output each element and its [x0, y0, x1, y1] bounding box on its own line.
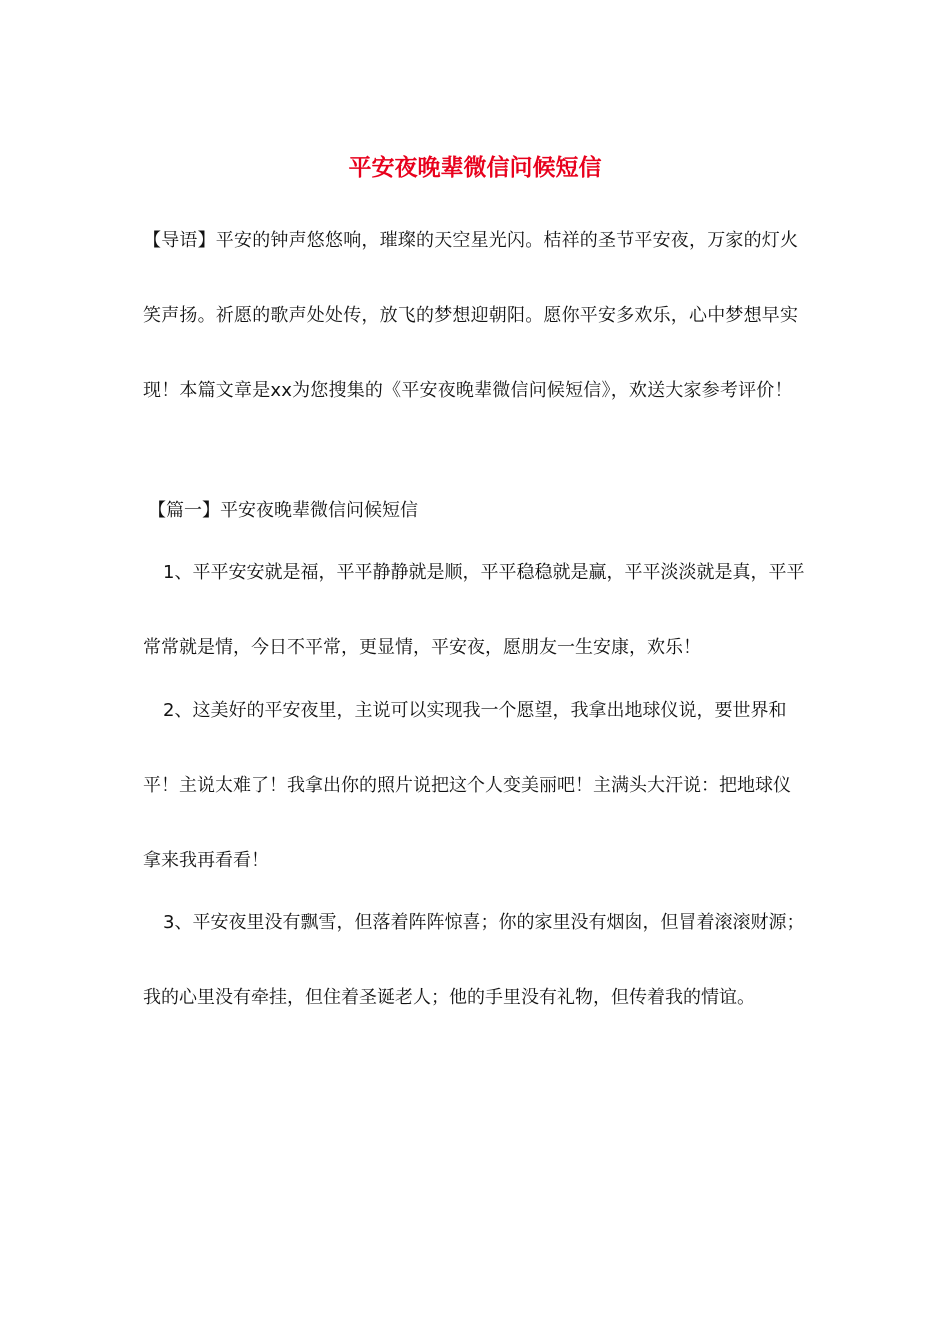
list-item: 2、这美好的平安夜里，主说可以实现我一个愿望，我拿出地球仪说，要世界和平！主说太难了！我拿出你的照片说把这个人变美丽吧！主满头大汗说：把地球仪拿来我再看看！ — [143, 700, 791, 871]
list-item: 3、平安夜里没有飘雪，但落着阵阵惊喜；你的家里没有烟囱，但冒着滚滚财源；我的心里没有牵挂，但住着圣诞老人；他的手里没有礼物，但传着我的情谊。 — [143, 912, 805, 1008]
document-title: 平安夜晚辈微信问候短信 — [348, 154, 602, 181]
list-item: 1、平平安安就是福，平平静静就是顺，平平稳稳就是赢，平平淡淡就是真，平平常常就是情，今日不平常，更显情，平安夜，愿朋友一生安康，欢乐！ — [143, 562, 805, 658]
intro-paragraph: 【导语】平安的钟声悠悠响，璀璨的天空星光闪。桔祥的圣节平安夜，万家的灯火笑声扬。祈愿的歌声处处传，放飞的梦想迎朝阳。愿你平安多欢乐，心中梦想早实现！本篇文章是xx为您搜集的《平安夜晚辈微信问候短信》，欢送大家参考评价！ — [143, 230, 799, 401]
section-heading: 【篇一】平安夜晚辈微信问候短信 — [148, 500, 418, 521]
